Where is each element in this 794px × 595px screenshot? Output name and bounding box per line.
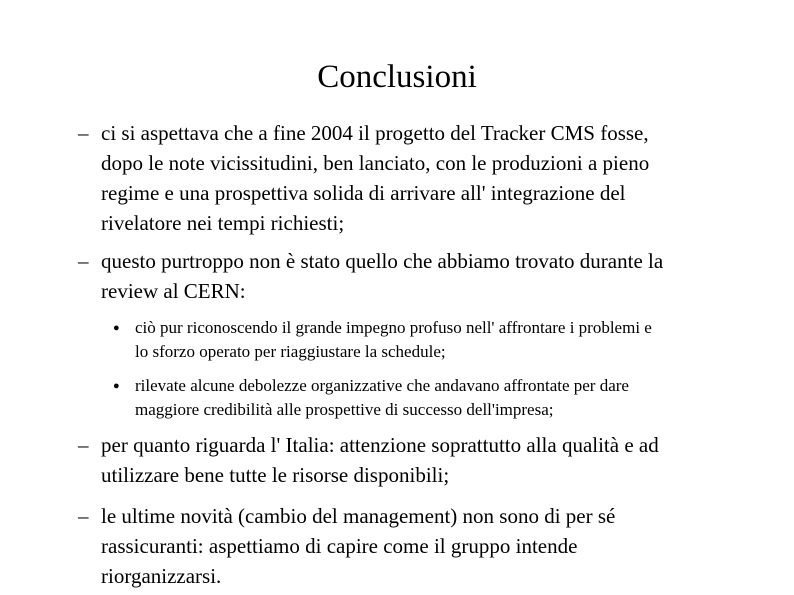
bullet-dash-1: – bbox=[78, 121, 89, 145]
bullet-2-line-1: questo purtroppo non è stato quello che abbiamo trovato durante la bbox=[101, 249, 664, 273]
bullet-3-line-2: utilizzare bene tutte le risorse disponibili; bbox=[101, 463, 450, 487]
subbullet-2-line-2: maggiore credibilità alle prospettive di successo dell'impresa; bbox=[135, 400, 554, 419]
bullet-dash-4: – bbox=[78, 504, 89, 528]
subbullet-2-line-1: rilevate alcune debolezze organizzative che andavano affrontate per dare bbox=[135, 376, 629, 395]
bullet-3-text bbox=[101, 430, 761, 490]
bullet-1-line-3: regime e una prospettiva solida di arrivare all' integrazione del bbox=[101, 181, 626, 205]
bullet-4-text bbox=[101, 501, 761, 591]
subbullet-2-text bbox=[135, 374, 775, 422]
bullet-dash-3: – bbox=[78, 433, 89, 457]
slide-title: Conclusioni bbox=[317, 59, 477, 95]
bullet-3-line-1: per quanto riguarda l' Italia: attenzione soprattutto alla qualità e ad bbox=[101, 433, 659, 457]
subbullet-1-text bbox=[135, 316, 775, 364]
bullet-1-line-4: rivelatore nei tempi richiesti; bbox=[101, 211, 345, 235]
bullet-4-line-2: rassicuranti: aspettiamo di capire come il gruppo intende bbox=[101, 534, 578, 558]
bullet-1-line-2: dopo le note vicissitudini, ben lanciato, con le produzioni a pieno bbox=[101, 151, 650, 175]
bullet-4-line-3: riorganizzarsi. bbox=[101, 564, 222, 588]
subbullet-dot-1: ● bbox=[113, 322, 120, 334]
bullet-4-line-1: le ultime novità (cambio del management) non sono di per sé bbox=[101, 504, 616, 528]
bullet-2-text bbox=[101, 246, 761, 306]
bullet-2-line-2: review al CERN: bbox=[101, 279, 246, 303]
bullet-1-text bbox=[101, 118, 761, 238]
subbullet-1-line-2: lo sforzo operato per riaggiustare la schedule; bbox=[135, 342, 446, 361]
subbullet-dot-2: ● bbox=[113, 380, 120, 392]
bullet-1-line-1: ci si aspettava che a fine 2004 il progetto del Tracker CMS fosse, bbox=[101, 121, 649, 145]
subbullet-1-line-1: ciò pur riconoscendo il grande impegno profuso nell' affrontare i problemi e bbox=[135, 318, 652, 337]
bullet-dash-2: – bbox=[78, 249, 89, 273]
